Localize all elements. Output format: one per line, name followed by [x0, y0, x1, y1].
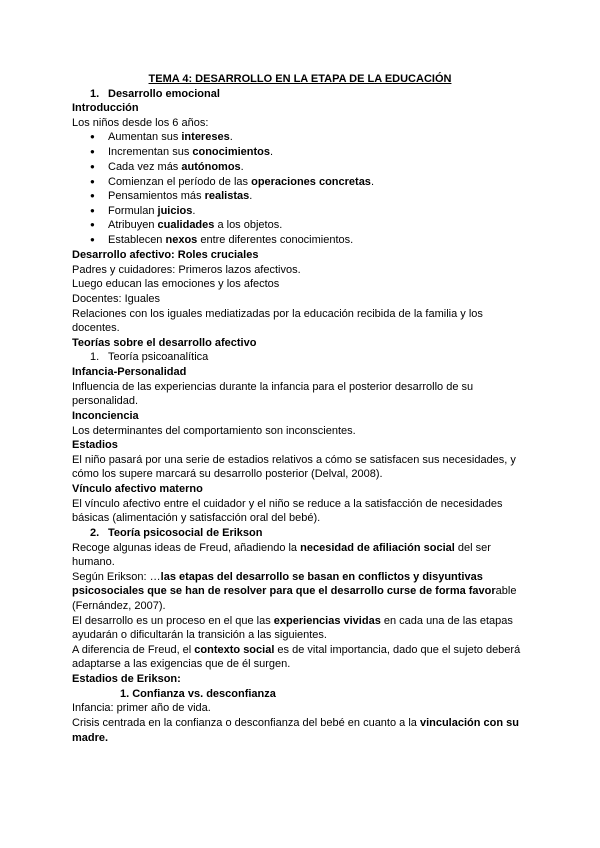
- list-item: ● Establecen nexos entre diferentes conocimientos.: [108, 233, 353, 247]
- paragraph-line: madre.: [72, 732, 109, 744]
- paragraph-line: Influencia de las experiencias durante la infancia para el posterior desarrollo de su: [72, 381, 474, 393]
- list-item: ● Cada vez más autónomos.: [108, 160, 244, 174]
- paragraph-line: Luego educan las emociones y los afectos: [72, 278, 280, 290]
- paragraph-line: docentes.: [72, 322, 120, 334]
- section-number: 1.: [90, 88, 100, 100]
- paragraph-line: Recoge algunas ideas de Freud, añadiendo la necesidad de afiliación social del ser: [72, 542, 491, 554]
- numbered-item-teoria-psicoanalitica: [90, 350, 209, 364]
- paragraph-line: cómo los supere marcará su desarrollo posterior (Delval, 2008).: [72, 468, 383, 480]
- paragraph-line: A diferencia de Freud, el contexto social es de vital importancia, dado que el sujeto deberá: [72, 644, 521, 656]
- item-label: Teoría psicosocial de Erikson: [108, 527, 263, 539]
- item-number: 2.: [90, 527, 100, 539]
- paragraph-line: El vínculo afectivo entre el cuidador y el niño se reduce a la satisfacción de necesidades: [72, 498, 503, 510]
- paragraph-line: ayudarán o dificultarán la transición a las siguientes.: [72, 629, 327, 641]
- list-item: ● Formulan juicios.: [108, 204, 195, 218]
- paragraph-line: básicas (alimentación y satisfacción oral del bebé).: [72, 512, 321, 524]
- heading-vinculo-afectivo: Vínculo afectivo materno: [72, 483, 203, 495]
- list-item: ● Aumentan sus intereses.: [108, 130, 233, 144]
- paragraph-line: personalidad.: [72, 395, 139, 407]
- heading-teorias: Teorías sobre el desarrollo afectivo: [72, 337, 257, 349]
- paragraph-line: El niño pasará por una serie de estadios relativos a cómo se satisfacen sus necesidades, y: [72, 454, 516, 466]
- intro-lead: Los niños desde los 6 años:: [72, 117, 209, 129]
- section-heading-desarrollo-emocional: [90, 87, 220, 101]
- stage-heading-confianza: 1. Confianza vs. desconfianza: [120, 688, 276, 700]
- paragraph-line: Padres y cuidadores: Primeros lazos afectivos.: [72, 264, 301, 276]
- list-item: ● Atribuyen cualidades a los objetos.: [108, 218, 282, 232]
- paragraph-line: (Fernández, 2007).: [72, 600, 166, 612]
- heading-estadios-erikson: Estadios de Erikson:: [72, 673, 181, 685]
- paragraph-line: El desarrollo es un proceso en el que las experiencias vividas en cada una de las etapas: [72, 615, 513, 627]
- heading-estadios: Estadios: [72, 439, 118, 451]
- section-label: Desarrollo emocional: [108, 88, 220, 100]
- document-title: TEMA 4: DESARROLLO EN LA ETAPA DE LA EDUCACIÓN: [148, 73, 452, 85]
- paragraph-line: humano.: [72, 556, 115, 568]
- paragraph-line: adaptarse a las exigencias que de él surgen.: [72, 658, 291, 670]
- heading-introduccion: Introducción: [72, 102, 139, 114]
- paragraph-line: Los determinantes del comportamiento son inconscientes.: [72, 425, 356, 437]
- item-number: 1.: [90, 351, 100, 363]
- paragraph-line: Relaciones con los iguales mediatizadas por la educación recibida de la familia y los: [72, 308, 483, 320]
- paragraph-line: Según Erikson: …las etapas del desarrollo se basan en conflictos y disyuntivas: [72, 571, 483, 583]
- heading-inconciencia: Inconciencia: [72, 410, 139, 422]
- numbered-item-teoria-psicosocial: [90, 526, 263, 540]
- list-item: ● Comienzan el período de las operaciones concretas.: [108, 175, 374, 189]
- list-item: ● Pensamientos más realistas.: [108, 189, 252, 203]
- heading-desarrollo-afectivo: Desarrollo afectivo: Roles cruciales: [72, 249, 259, 261]
- item-label: Teoría psicoanalítica: [108, 351, 209, 363]
- paragraph-line: Crisis centrada en la confianza o desconfianza del bebé en cuanto a la vinculación con su: [72, 717, 519, 729]
- paragraph-line: psicosociales que se han de resolver para que el desarrollo curse de forma favorable: [72, 585, 517, 597]
- paragraph-line: Docentes: Iguales: [72, 293, 161, 305]
- list-item: ● Incrementan sus conocimientos.: [108, 145, 273, 159]
- paragraph-line: Infancia: primer año de vida.: [72, 702, 211, 714]
- heading-infancia-personalidad: Infancia-Personalidad: [72, 366, 187, 378]
